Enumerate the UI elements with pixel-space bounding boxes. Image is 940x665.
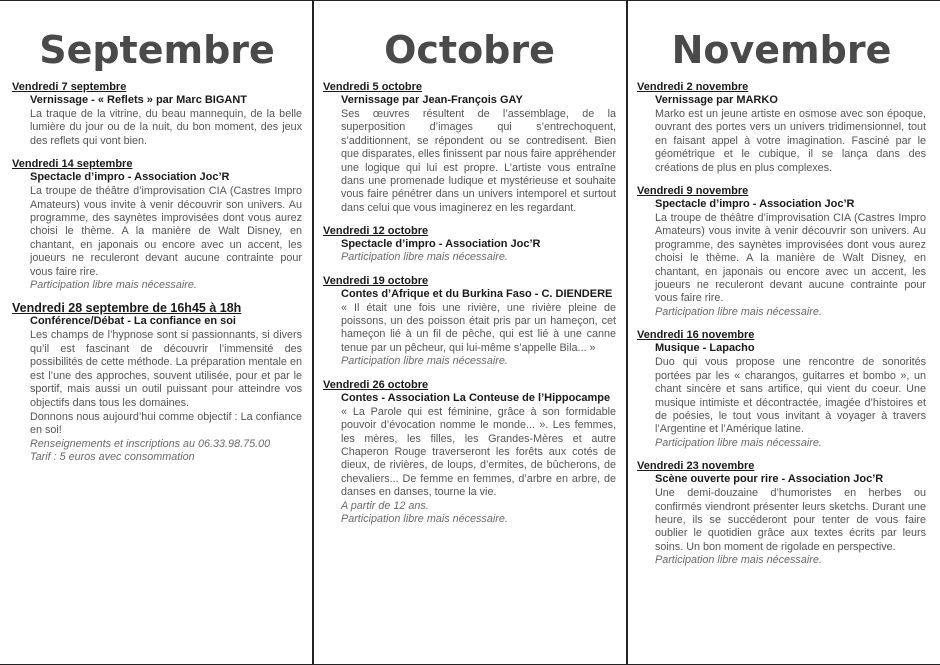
event-item	[12, 81, 302, 148]
event-note: Participation libre mais nécessaire.	[30, 279, 197, 292]
event-date: Vendredi 28 septembre de 16h45 à 18h	[12, 301, 242, 316]
event-title: Spectacle d’impro - Association Joc’R	[30, 171, 230, 184]
event-description: « Il était une fois une rivière, une rivière pleine de poissons, un des poisson était pris par un hameçon, cet hameçon lié à un fil de pêche, qui est lié à une canne tenue par un pêcheur, qui lui-même s’appelle Bila... »	[341, 301, 616, 354]
event-note: Participation libre mais nécessaire.	[341, 251, 508, 264]
month-title: Novembre	[671, 28, 892, 72]
event-item	[12, 302, 302, 464]
event-title: Vernissage - « Reflets » par Marc BIGANT	[30, 94, 248, 106]
event-description: La traque de la vitrine, du beau mannequin, de la belle lumière du jour ou de la nuit, du bon moment, des jeux des reflets qui vont bien.	[30, 108, 302, 147]
event-title: Musique - Lapacho	[655, 342, 755, 355]
event-note: Participation libre mais nécessaire.	[655, 436, 822, 449]
event-title: Conférence/Débat - La confiance en soi	[30, 315, 236, 328]
event-list	[12, 81, 302, 465]
event-item	[12, 158, 302, 292]
event-item	[323, 379, 616, 527]
month-title: Octobre	[384, 28, 555, 72]
event-title: Contes - Association La Conteuse de l’Hippocampe	[341, 391, 611, 404]
month-title: Septembre	[39, 28, 275, 72]
event-description: Marko est un jeune artiste en osmose avec son époque, ouvrant des portes vers un univers tridimensionnel, tout en faisant appel à votre imagination. Fasciné par le géométrique et le cubique, il se lança dans des créations de plus en plus complexes.	[655, 108, 926, 174]
event-note: Participation libre mais nécessaire.	[655, 305, 822, 318]
event-date: Vendredi 16 novembre	[637, 329, 755, 342]
event-description: Une demi-douzaine d’humoristes en herbes ou confirmés viendront présenter leurs sketchs. Durant une heure, ils se succéderont pour tenter de vous faire oublier le quotidien grâce aux textes écrits par leurs soins. Un bon moment de rigolade en perspective.	[655, 487, 926, 553]
event-description: La troupe de théâtre d’improvisation CIA (Castres Impro Amateurs) vous invite à venir découvrir son univers. Au programme, des saynètes improvisées dont vous aurez choisi le thème. A la manière de Walt Disney, en chantant, en japonais ou encore avec un accent, les joueurs ne reculeront devant aucune contrainte pour vous faire rire.	[655, 212, 926, 305]
event-date: Vendredi 9 novembre	[637, 185, 749, 198]
event-date: Vendredi 26 octobre	[323, 378, 429, 391]
event-item	[637, 460, 926, 567]
event-list	[323, 81, 616, 526]
event-description: « La Parole qui est féminine, grâce à son formidable pouvoir d’évocation nomme le monde... ». Les femmes, les mères, les filles, les Grandes-Mères et autre Chaperon Rouge traverseront les forêts aux cotés de dieux, de rivières, de loups, d’ermites, de bûcherons, de chevaliers... De femme en femmes, d’arbre en arbre, de danses en danses, tourne la vie.	[341, 405, 616, 499]
event-note: A partir de 12 ans.	[341, 499, 429, 512]
event-date: Vendredi 7 septembre	[12, 81, 127, 93]
event-description: Donnons nous aujourd’hui comme objectif : La confiance en soi!	[30, 410, 302, 437]
event-date: Vendredi 19 octobre	[323, 274, 429, 287]
event-description: Les champs de l’hypnose sont si passionnants, si divers qu’il est fascinant de découvrir l’immensité des possibilités de cette méthode. La préparation mentale en est l’une des approches, souvent utilisée, pour et par le sportif, mais aussi un outil puissant pour atteindre vos objectifs dans tous les domaines.	[30, 329, 302, 409]
event-title: Contes d’Afrique et du Burkina Faso - C. DIENDERE	[341, 287, 613, 300]
column-september	[0, 1, 312, 664]
event-item	[637, 81, 926, 175]
event-date: Vendredi 12 octobre	[323, 225, 429, 238]
event-date: Vendredi 14 septembre	[12, 158, 133, 171]
event-date: Vendredi 23 novembre	[637, 460, 755, 473]
event-item	[323, 275, 616, 369]
event-description: La troupe de théâtre d’improvisation CIA (Castres Impro Amateurs) vous invite à venir découvrir son univers. Au programme, des saynètes improvisées dont vous aurez choisi le thème. A la manière de Walt Disney, en chantant, en japonais ou encore avec un accent, les joueurs ne reculeront devant aucune contrainte pour vous faire rire.	[30, 185, 302, 278]
event-note: Participation libre mais nécessaire.	[655, 554, 822, 567]
event-description: Duo qui vous propose une rencontre de sonorités portées par les « charangos, guitarres et bombo », un chant sincère et sans artifice, qui vient du coeur. Une musique intimiste et décontractée, imagée d’histoires et de poésies, le tout vous invitant à voyager à travers l’Argentine et l’Amérique latine.	[655, 356, 926, 436]
event-item	[637, 185, 926, 319]
event-note: Participation libre mais nécessaire.	[341, 512, 508, 525]
event-title: Spectacle d’impro - Association Joc’R	[655, 198, 855, 211]
event-title: Spectacle d’impro - Association Joc’R	[341, 238, 541, 251]
event-note: Tarif : 5 euros avec consommation	[30, 451, 195, 464]
event-date: Vendredi 5 octobre	[323, 81, 423, 93]
event-title: Vernissage par MARKO	[655, 94, 778, 106]
event-list	[637, 81, 926, 568]
event-item	[637, 329, 926, 450]
event-description: Ses œuvres résultent de l’assemblage, de la superposition d’images qui s’entrechoquent, s’additionnent, se répondent ou se contredisent. Bien que disparates, elles finissent par nous faire appréhender une logique qui lui est propre. L’artiste vous entraîne dans une promenade ludique et mystérieuse et souhaite vous faire pénétrer dans un univers intemporel et surtout dans celui que vous imaginerez en les regardant.	[341, 108, 616, 214]
event-date: Vendredi 2 novembre	[637, 81, 749, 93]
event-item	[323, 225, 616, 264]
column-november	[626, 1, 940, 664]
event-title: Vernissage par Jean-François GAY	[341, 94, 523, 106]
event-note: Renseignements et inscriptions au 06.33.98.75.00	[30, 437, 271, 450]
event-title: Scène ouverte pour rire - Association Joc’R	[655, 473, 884, 486]
column-october	[312, 1, 626, 664]
event-note: Participation libre mais nécessaire.	[341, 355, 508, 368]
event-item	[323, 81, 616, 215]
